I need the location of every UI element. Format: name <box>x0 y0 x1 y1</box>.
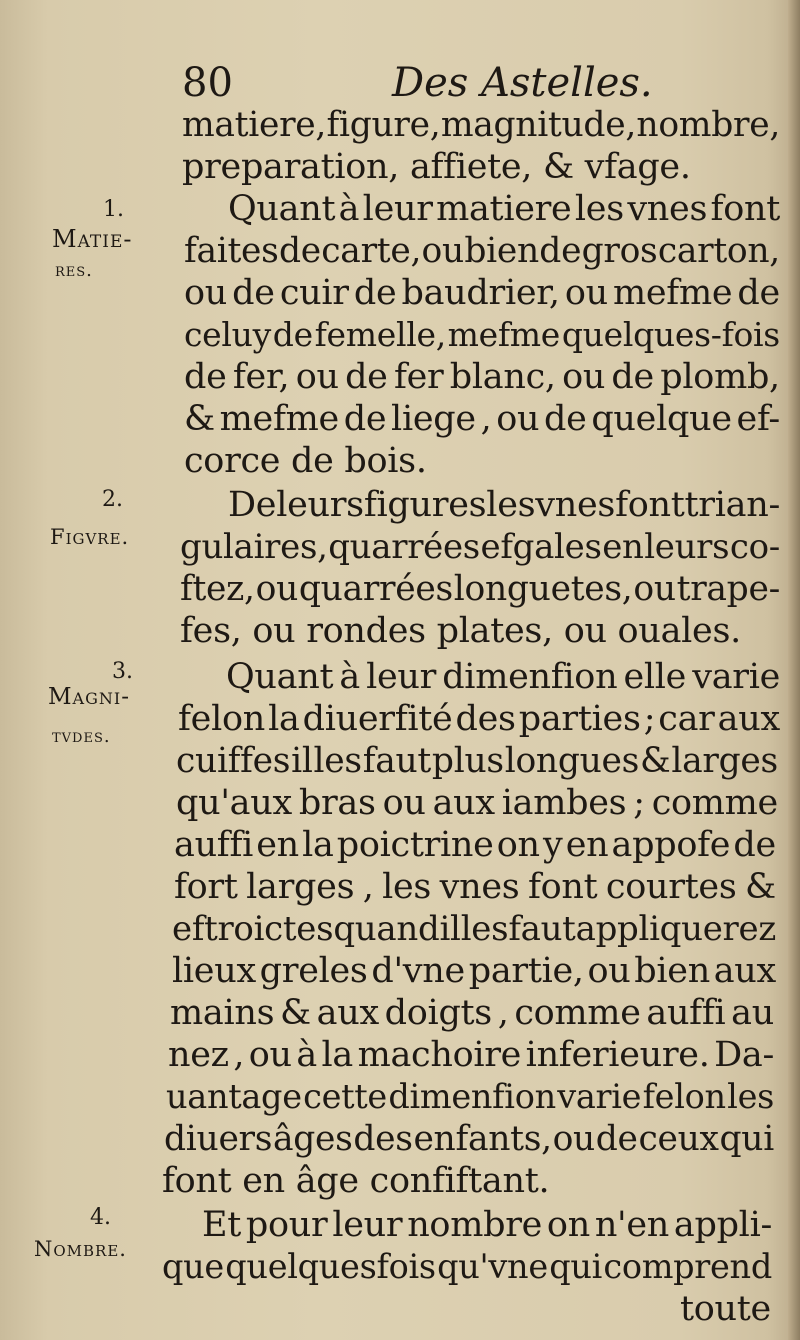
text-line: font en âge confiftant. <box>162 1161 550 1201</box>
margin-note-label: Matie- <box>52 225 133 253</box>
text-line: celuy de femelle, mefme quelques-fois <box>184 315 780 354</box>
text-line: Quant à leur dimenfion elle varie <box>226 657 780 697</box>
text-line: ou de cuir de baudrier, ou mefme de <box>184 273 780 313</box>
text-line: fort larges , les vnes font courtes & <box>174 867 776 907</box>
margin-note-number: 4. <box>90 1205 111 1230</box>
text-line: de fer, ou de fer blanc, ou de plomb, <box>184 357 780 397</box>
text-line: fes, ou rondes plates, ou ouales. <box>180 611 741 651</box>
text-line: De leurs figures les vnes font trian- <box>228 485 780 525</box>
text-line: mains & aux doigts , comme auffi au <box>170 993 774 1033</box>
text-line: lieux greles d'vne partie, ou bien aux <box>172 951 776 991</box>
margin-note-number: 1. <box>103 197 124 222</box>
margin-note-number: 3. <box>112 659 133 684</box>
page-number: 80 <box>182 60 233 106</box>
text-line: corce de bois. <box>184 441 427 481</box>
text-line: matiere, figure, magnitude, nombre, <box>182 105 780 145</box>
text-line: uantage cette dimenfion varie felon les <box>166 1077 774 1116</box>
text-line: ftez, ou quarrées longuetes, ou trape- <box>180 569 780 609</box>
running-title: Des Astelles. <box>392 60 653 106</box>
page-header <box>182 58 762 108</box>
page-edge <box>788 0 800 1340</box>
text-line: faites de carte, ou bien de gros carton, <box>184 231 780 271</box>
text-line: preparation, affiete, & vfage. <box>182 147 691 187</box>
text-line: eftroictes quand il les faut appliquer ez <box>172 909 776 949</box>
text-line: Et pour leur nombre on n'en appli- <box>202 1205 772 1245</box>
margin-note-label: res. <box>55 260 93 281</box>
text-line: auffi en la poictrine on y en appofe de <box>174 825 776 865</box>
text-line: cuiffes il les faut plus longues & larges <box>176 741 778 781</box>
margin-note-label: Magni- <box>48 684 130 710</box>
text-line: diuers âges des enfants, ou de ceux qui <box>164 1119 774 1159</box>
text-line: nez , ou à la machoire inferieure. Da- <box>168 1035 774 1075</box>
text-line: gulaires, quarrées efgales en leurs co- <box>180 527 780 567</box>
margin-note-number: 2. <box>102 487 123 512</box>
text-line: que quelquesfois qu'vne qui comprend <box>162 1247 772 1286</box>
catchword: toute <box>680 1289 771 1329</box>
text-line: felon la diuerfité des parties ; car aux <box>178 699 780 739</box>
text-line: qu'aux bras ou aux iambes ; comme <box>176 783 778 823</box>
margin-note-label: Figvre. <box>50 525 130 549</box>
margin-note-label: tvdes. <box>52 726 111 747</box>
margin-note-label: Nombre. <box>34 1237 127 1261</box>
text-line: Quant à leur matiere les vnes font <box>228 189 780 229</box>
text-line: & mefme de liege , ou de quelque ef- <box>184 399 780 439</box>
